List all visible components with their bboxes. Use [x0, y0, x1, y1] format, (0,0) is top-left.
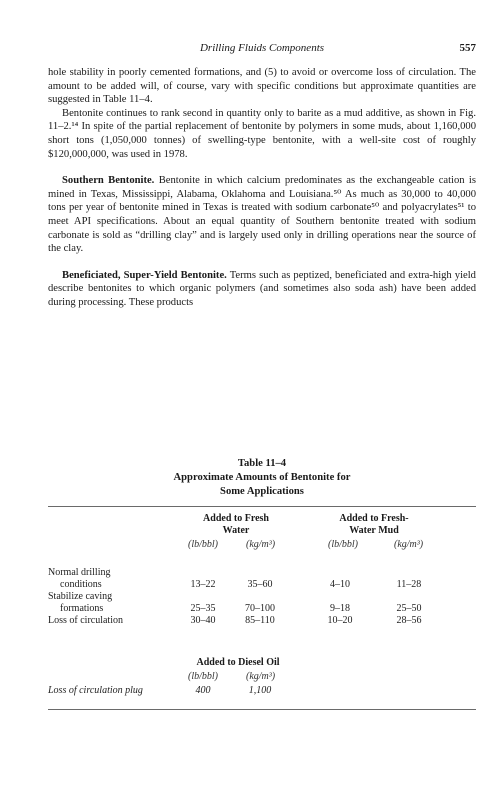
table-cell: 28–56 [396, 615, 422, 626]
table-cell: 11–28 [396, 579, 422, 590]
table-number: Table 11–4 [237, 458, 287, 469]
row-label: Stabilize caving formations [48, 591, 113, 614]
table-cell: 9–18 [330, 603, 350, 614]
column-group-fresh-water: Added to Fresh Water [203, 513, 269, 536]
table-cell: 30–40 [190, 615, 216, 626]
section-heading: Beneficiated, Super-Yield Bentonite. [62, 269, 227, 281]
unit-header: (kg/m³) [246, 671, 276, 682]
unit-header: (kg/m³) [394, 539, 424, 550]
unit-header: (lb/bbl) [188, 671, 218, 682]
column-group-fresh-water-mud: Added to Fresh- Water Mud [339, 513, 409, 536]
table-cell: 35–60 [247, 579, 273, 590]
table-cell: 1,100 [248, 685, 272, 696]
table-11-4 [48, 457, 476, 696]
table-caption [48, 457, 476, 499]
paragraph-southern-bentonite: Southern Bentonite. Bentonite in which calcium predominates as the exchangeable cation is mined in Texas, Mississippi, Alabama, Oklahoma and Louisiana.⁵⁰ As much as 30,000 to 40,000 tons per year of bentonite mined in Texas is treated with sodium carbonate⁵⁰ and polyacrylates⁵¹ to meet API specifications. About an equal quantity of Southern bentonite treated with sodium carbonate is sold as “drilling clay” and is largely used only in drilling operations near the source of the clay. [48, 175, 476, 255]
table-cell: 4–10 [330, 579, 350, 590]
body-text [48, 66, 476, 310]
table-cell: 25–35 [190, 603, 216, 614]
paragraph: hole stability in poorly cemented formations, and (5) to avoid or overcome loss of circulation. The amount to be added will, of course, vary with specific conditions but approximate quantities are suggested in Table 11–4. [48, 67, 476, 106]
unit-header: (kg/m³) [246, 539, 276, 550]
table-cell: 13–22 [190, 579, 216, 590]
table-title-line: Some Applications [220, 486, 304, 497]
table-cell: 85–110 [245, 615, 275, 626]
running-head [48, 42, 476, 56]
paragraph: Bentonite continues to rank second in quantity only to barite as a mud additive, as shown in Fig. 11–2.¹⁴ In spite of the partial replacement of bentonite by polymers in some muds, about 1,160,000 short tons (1,050,000 tonnes) of swelling-type bentonite, with a well-site cost of roughly $120,000,000, was used in 1978. [48, 107, 476, 160]
table-bottom-rule [48, 709, 476, 710]
row-label: Loss of circulation plug [48, 685, 143, 696]
running-title: Drilling Fluids Components [199, 42, 325, 54]
section-heading: Southern Bentonite. [62, 175, 155, 187]
page-number: 557 [459, 42, 476, 54]
paragraph-beneficiated-bentonite: Beneficiated, Super-Yield Bentonite. Terms such as peptized, beneficiated and extra-high yield describe bentonites to which organic polymers (and sometimes also soda ash) have been added during processing. These products [48, 269, 476, 308]
row-label: Loss of circulation [48, 615, 123, 626]
table-top-rule [48, 506, 476, 507]
table-cell: 70–100 [245, 603, 275, 614]
unit-header: (lb/bbl) [328, 539, 358, 550]
unit-header: (lb/bbl) [188, 539, 218, 550]
column-group-diesel-oil: Added to Diesel Oil [196, 657, 280, 668]
table-cell: 25–50 [396, 603, 422, 614]
table-cell: 10–20 [327, 615, 353, 626]
row-label: Normal drilling conditions [48, 567, 111, 590]
table-title-line: Approximate Amounts of Bentonite for [173, 472, 351, 483]
table-cell: 400 [195, 685, 211, 696]
